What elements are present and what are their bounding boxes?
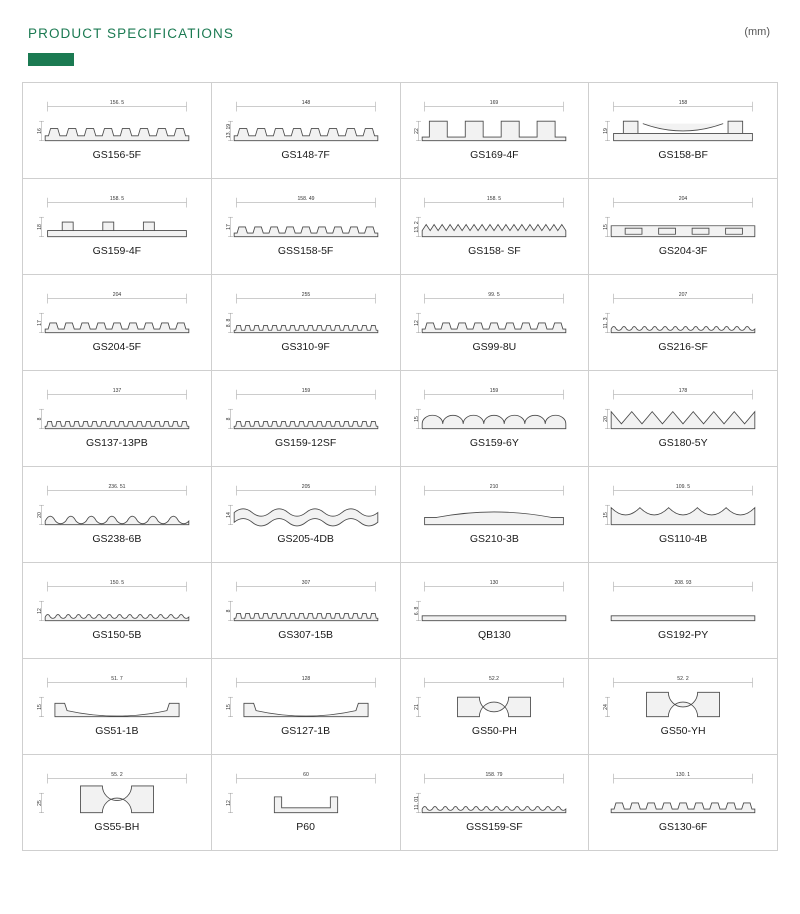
profile-label: GS158- SF	[468, 245, 521, 257]
profile-label: GSS159-SF	[466, 821, 523, 833]
profile-drawing	[212, 475, 400, 533]
svg-text:159: 159	[490, 388, 499, 395]
svg-text:255: 255	[301, 292, 310, 299]
svg-text:22: 22	[414, 128, 421, 134]
spec-cell	[23, 275, 212, 371]
svg-text:99. 5: 99. 5	[488, 292, 501, 299]
profile-label: GS158-BF	[658, 149, 708, 161]
profile-label: GS159-4F	[92, 245, 142, 257]
svg-text:12: 12	[225, 800, 232, 806]
svg-text:208. 93: 208. 93	[674, 580, 692, 587]
svg-text:20: 20	[603, 416, 610, 422]
spec-cell	[589, 179, 778, 275]
profile-drawing	[212, 379, 400, 437]
spec-cell	[212, 659, 401, 755]
svg-text:25: 25	[36, 800, 43, 806]
profile-drawing	[212, 283, 400, 341]
profile-label: GS204-5F	[92, 341, 142, 353]
svg-text:158. 5: 158. 5	[109, 196, 124, 203]
profile-drawing	[23, 667, 211, 725]
profile-label: GS210-3B	[469, 533, 519, 545]
svg-text:159: 159	[301, 388, 310, 395]
profile-drawing	[23, 379, 211, 437]
spec-cell	[23, 179, 212, 275]
svg-text:130: 130	[490, 580, 499, 587]
svg-text:137: 137	[112, 388, 122, 395]
spec-cell	[589, 371, 778, 467]
profile-label: GS310-9F	[281, 341, 330, 353]
spec-cell	[401, 371, 590, 467]
spec-cell	[401, 755, 590, 851]
svg-text:13. 2: 13. 2	[414, 221, 421, 233]
svg-text:11. 3: 11. 3	[603, 317, 610, 329]
profile-label: GS238-6B	[92, 533, 142, 545]
svg-text:17: 17	[225, 224, 232, 230]
svg-text:158. 5: 158. 5	[487, 196, 502, 203]
profile-drawing	[589, 283, 777, 341]
svg-text:14: 14	[225, 512, 232, 518]
profile-drawing	[401, 763, 589, 821]
profile-label: GS51-1B	[95, 725, 139, 737]
svg-text:18: 18	[36, 224, 43, 230]
svg-text:307: 307	[301, 580, 310, 587]
profile-label: GS50-YH	[660, 725, 706, 737]
svg-text:21: 21	[414, 704, 421, 710]
spec-cell	[212, 563, 401, 659]
profile-label: GS156-5F	[92, 149, 142, 161]
profile-label: GS148-7F	[281, 149, 330, 161]
svg-text:8. 8: 8. 8	[225, 318, 232, 328]
profile-label: GS127-1B	[281, 725, 331, 737]
spec-cell	[401, 467, 590, 563]
spec-cell	[401, 563, 590, 659]
page-title: PRODUCT SPECIFICATIONS	[28, 26, 234, 41]
profile-drawing	[589, 187, 777, 245]
svg-text:13. 19: 13. 19	[225, 123, 232, 139]
spec-cell	[23, 659, 212, 755]
profile-drawing	[401, 187, 589, 245]
svg-text:55. 2: 55. 2	[111, 772, 123, 779]
profile-drawing	[589, 379, 777, 437]
profile-label: GS180-5Y	[658, 437, 708, 449]
profile-label: GS169-4F	[470, 149, 519, 161]
svg-text:109. 5: 109. 5	[676, 484, 691, 491]
accent-bar	[28, 53, 74, 66]
profile-label: GS150-5B	[92, 629, 142, 641]
profile-drawing	[589, 763, 777, 821]
svg-text:19: 19	[603, 128, 610, 134]
spec-cell	[212, 179, 401, 275]
svg-text:8: 8	[36, 417, 43, 421]
profile-drawing	[212, 91, 400, 149]
svg-text:16: 16	[36, 128, 43, 134]
svg-text:15: 15	[225, 704, 232, 710]
profile-label: GS192-PY	[658, 629, 709, 641]
svg-text:130. 1: 130. 1	[676, 772, 691, 779]
spec-cell	[212, 83, 401, 179]
svg-text:205: 205	[301, 484, 310, 491]
svg-text:210: 210	[490, 484, 499, 491]
svg-text:128: 128	[301, 676, 310, 683]
svg-text:178: 178	[678, 388, 688, 395]
profile-drawing	[23, 91, 211, 149]
profile-label: GS99-8U	[472, 341, 517, 353]
svg-text:150. 5: 150. 5	[109, 580, 124, 587]
profile-drawing	[23, 283, 211, 341]
spec-cell	[589, 275, 778, 371]
svg-text:15: 15	[414, 416, 421, 422]
svg-text:52.2: 52.2	[489, 676, 500, 683]
svg-text:204: 204	[678, 196, 688, 203]
page-header	[0, 0, 800, 41]
profile-drawing	[23, 571, 211, 629]
profile-label: GS159-12SF	[274, 437, 337, 449]
profile-drawing	[401, 571, 589, 629]
profile-drawing	[401, 379, 589, 437]
spec-cell	[401, 659, 590, 755]
svg-text:60: 60	[302, 772, 309, 779]
spec-cell	[589, 83, 778, 179]
profile-drawing	[212, 667, 400, 725]
unit-label: (mm)	[744, 26, 770, 38]
spec-cell	[23, 563, 212, 659]
svg-text:158: 158	[678, 100, 688, 107]
profile-drawing	[401, 475, 589, 533]
svg-text:15: 15	[603, 512, 610, 518]
spec-cell	[212, 755, 401, 851]
profile-drawing	[212, 187, 400, 245]
profile-label: GS159-6Y	[469, 437, 519, 449]
spec-cell	[23, 371, 212, 467]
spec-cell	[401, 179, 590, 275]
spec-cell	[23, 83, 212, 179]
profile-drawing	[212, 763, 400, 821]
profile-drawing	[589, 571, 777, 629]
svg-text:169: 169	[490, 100, 499, 107]
profile-label: GS216-SF	[658, 341, 708, 353]
profile-label: GS110-4B	[659, 533, 708, 545]
profile-drawing	[212, 571, 400, 629]
spec-cell	[212, 275, 401, 371]
spec-cell	[589, 659, 778, 755]
profile-drawing	[401, 91, 589, 149]
svg-text:12: 12	[414, 320, 421, 326]
svg-text:20: 20	[36, 512, 43, 518]
spec-cell	[401, 275, 590, 371]
profile-label: GS50-PH	[471, 725, 517, 737]
spec-cell	[212, 371, 401, 467]
svg-text:52. 2: 52. 2	[677, 676, 689, 683]
profile-drawing	[23, 763, 211, 821]
spec-cell	[589, 755, 778, 851]
spec-cell	[401, 83, 590, 179]
svg-text:156. 5: 156. 5	[109, 100, 124, 107]
profile-label: GS55-BH	[94, 821, 140, 833]
spec-cell	[589, 563, 778, 659]
svg-text:17: 17	[36, 320, 43, 326]
profile-drawing	[23, 475, 211, 533]
profile-drawing	[589, 667, 777, 725]
spec-cell	[23, 755, 212, 851]
svg-text:12: 12	[36, 608, 43, 614]
svg-text:8: 8	[225, 609, 232, 613]
profile-drawing	[589, 475, 777, 533]
svg-text:158. 49: 158. 49	[297, 196, 315, 203]
profile-drawing	[401, 667, 589, 725]
svg-text:148: 148	[301, 100, 310, 107]
profile-label: GS307-15B	[278, 629, 334, 641]
svg-text:51. 7: 51. 7	[111, 676, 123, 683]
spec-cell	[589, 467, 778, 563]
svg-text:24: 24	[603, 704, 610, 710]
svg-text:236. 51: 236. 51	[108, 484, 126, 491]
specification-grid	[22, 82, 778, 851]
profile-label: QB130	[478, 629, 511, 641]
svg-text:6. 8: 6. 8	[414, 606, 421, 616]
spec-cell	[212, 467, 401, 563]
profile-drawing	[401, 283, 589, 341]
profile-drawing	[589, 91, 777, 149]
profile-drawing	[23, 187, 211, 245]
svg-text:15: 15	[603, 224, 610, 230]
profile-label: P60	[296, 821, 315, 833]
svg-text:158. 79: 158. 79	[485, 772, 503, 779]
svg-text:207: 207	[678, 292, 688, 299]
profile-label: GS205-4DB	[277, 533, 334, 545]
spec-cell	[23, 467, 212, 563]
svg-text:8: 8	[225, 417, 232, 421]
profile-label: GSS158-5F	[277, 245, 334, 257]
svg-text:15: 15	[36, 704, 43, 710]
svg-text:11. 01: 11. 01	[414, 796, 421, 810]
profile-label: GS130-6F	[658, 821, 708, 833]
profile-label: GS137-13PB	[85, 437, 148, 449]
svg-text:204: 204	[112, 292, 122, 299]
profile-label: GS204-3F	[658, 245, 708, 257]
